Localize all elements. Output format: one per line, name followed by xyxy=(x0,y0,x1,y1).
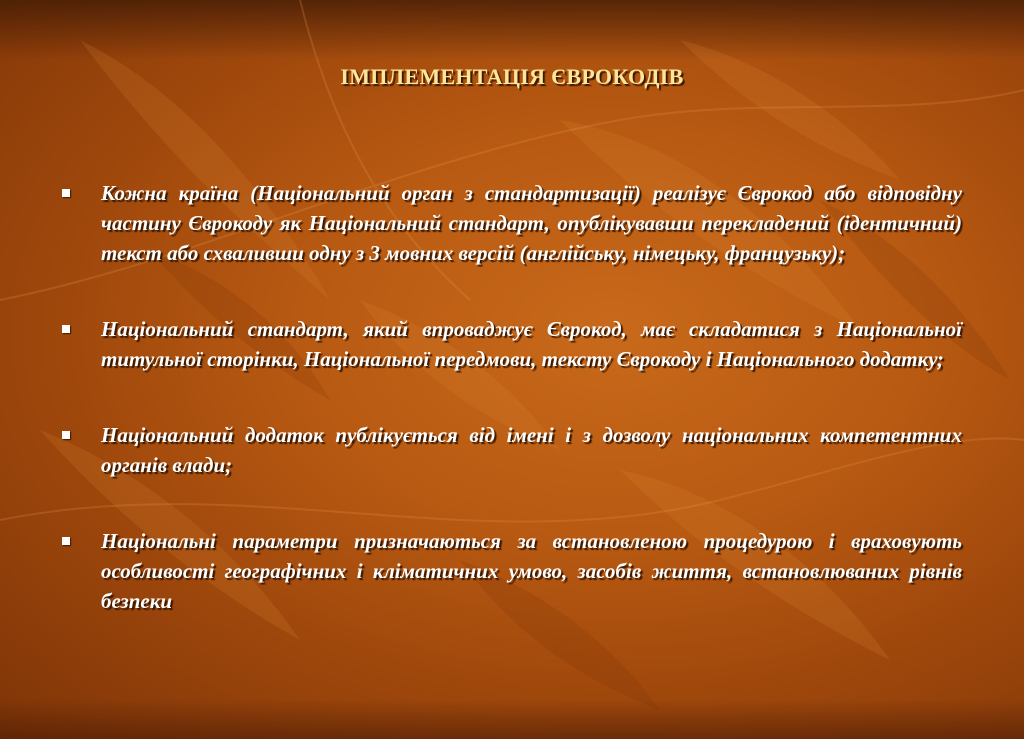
square-bullet-icon xyxy=(62,431,70,439)
bullet-text: Національний додаток публікується від імені і з дозволу національних компетентних органів влади; xyxy=(101,423,962,477)
bullet-item xyxy=(60,178,962,268)
square-bullet-icon xyxy=(62,325,70,333)
bullet-text: Національний стандарт, який впроваджує Єврокод, має складатися з Національної титульної сторінки, Національної передмови, тексту Єврокоду і Національного додатку; xyxy=(101,317,962,371)
bullet-item xyxy=(60,420,962,480)
bullet-text: Національні параметри призначаються за встановленою процедурою і враховують особливості географічних і кліматичних умово, засобів життя, встановлюваних рівнів безпеки xyxy=(101,529,962,613)
square-bullet-icon xyxy=(62,189,70,197)
bullet-item xyxy=(60,526,962,616)
bullet-list xyxy=(60,178,962,616)
bullet-text: Кожна країна (Національний орган з стандартизації) реалізує Єврокод або відповідну частину Єврокоду як Національний стандарт, опублікувавши перекладений (ідентичний) текст або схваливши одну з 3 мовних версій (англійську, німецьку, французьку); xyxy=(101,181,962,265)
square-bullet-icon xyxy=(62,537,70,545)
slide-title: ІМПЛЕМЕНТАЦІЯ ЄВРОКОДІВ xyxy=(340,64,684,89)
bullet-item xyxy=(60,314,962,374)
